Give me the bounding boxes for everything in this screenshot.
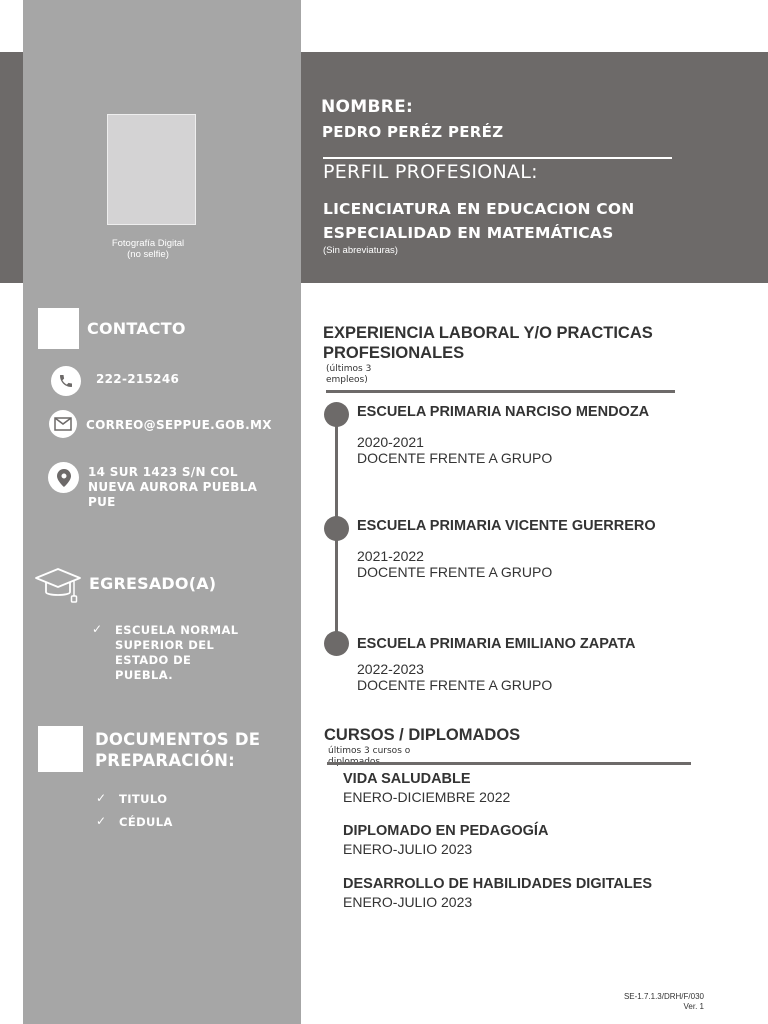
photo-caption [88, 238, 208, 260]
profile-line2: ESPECIALIDAD EN MATEMÁTICAS [323, 224, 614, 242]
form-code-id: SE-1.7.1.3/DRH/F/030 [623, 992, 704, 1001]
courses-note-line1: últimos 3 cursos o [328, 746, 411, 756]
check-icon: ✓ [96, 814, 107, 828]
form-code [624, 992, 704, 1012]
course-date: ENERO-DICIEMBRE 2022 [343, 789, 511, 805]
documents-heading-line2: PREPARACIÓN: [95, 751, 235, 770]
document-item: CÉDULA [119, 815, 173, 829]
address-line2: NUEVA AURORA PUEBLA [88, 480, 258, 494]
documents-square-icon [38, 726, 83, 772]
job-school: ESCUELA PRIMARIA EMILIANO ZAPATA [357, 636, 636, 652]
documents-heading [95, 729, 260, 771]
contact-phone: 222-215246 [96, 372, 180, 386]
job-years: 2022-2023 [357, 661, 424, 677]
timeline-dot [324, 631, 349, 656]
contact-heading: CONTACTO [87, 319, 186, 338]
job-years: 2021-2022 [357, 548, 424, 564]
job-role: DOCENTE FRENTE A GRUPO [357, 564, 553, 580]
graduate-school-line: SUPERIOR DEL [115, 638, 215, 652]
profile-note: (Sin abreviaturas) [323, 245, 398, 256]
profile-line1: LICENCIATURA EN EDUCACION CON [323, 200, 635, 218]
experience-note-line2: empleos) [326, 375, 368, 385]
job-school: ESCUELA PRIMARIA NARCISO MENDOZA [357, 404, 650, 420]
job-details [357, 548, 552, 580]
profile-value [323, 197, 703, 245]
photo-caption-line2: (no selfie) [127, 249, 169, 260]
experience-heading [323, 323, 653, 363]
graduate-school-line: PUEBLA. [115, 668, 173, 682]
courses-divider [327, 762, 691, 765]
course-date: ENERO-JULIO 2023 [343, 841, 473, 857]
mail-icon [49, 410, 77, 438]
check-icon: ✓ [96, 791, 107, 805]
graduate-school-line: ESCUELA NORMAL [115, 623, 239, 637]
timeline-dot [324, 516, 349, 541]
job-role: DOCENTE FRENTE A GRUPO [357, 677, 553, 693]
photo-placeholder [107, 114, 196, 225]
graduate-heading: EGRESADO(A) [89, 574, 217, 593]
graduate-school-line: ESTADO DE [115, 653, 192, 667]
job-role: DOCENTE FRENTE A GRUPO [357, 450, 553, 466]
job-school: ESCUELA PRIMARIA VICENTE GUERRERO [357, 518, 656, 534]
phone-icon [51, 366, 81, 396]
course-title: DIPLOMADO EN PEDAGOGÍA [343, 823, 549, 839]
location-pin-icon [48, 462, 79, 493]
experience-divider [326, 390, 675, 393]
address-line1: 14 SUR 1423 S/N COL [88, 465, 238, 479]
experience-heading-line1: EXPERIENCIA LABORAL Y/O PRACTICAS [323, 324, 653, 342]
address-line3: PUE [88, 495, 116, 509]
experience-heading-line2: PROFESIONALES [323, 344, 465, 362]
name-label: NOMBRE: [321, 97, 414, 117]
job-years: 2020-2021 [357, 434, 424, 450]
form-version: Ver. 1 [683, 1002, 704, 1011]
profile-label: PERFIL PROFESIONAL: [323, 161, 538, 183]
experience-note-line1: (últimos 3 [326, 364, 372, 374]
timeline-dot [324, 402, 349, 427]
contact-address [88, 465, 257, 510]
name-value: PEDRO PERÉZ PERÉZ [322, 123, 504, 141]
graduation-cap-icon [34, 566, 82, 611]
course-title: DESARROLLO DE HABILIDADES DIGITALES [343, 876, 653, 892]
experience-note [326, 364, 371, 386]
contact-square-icon [38, 308, 79, 349]
document-item: TITULO [119, 792, 168, 806]
course-date: ENERO-JULIO 2023 [343, 894, 473, 910]
job-details [357, 434, 552, 466]
documents-heading-line1: DOCUMENTOS DE [95, 730, 261, 749]
photo-caption-line1: Fotografía Digital [111, 238, 185, 249]
course-title: VIDA SALUDABLE [343, 771, 471, 787]
header-divider [323, 157, 672, 159]
graduate-school [115, 623, 239, 683]
contact-email: CORREO@SEPPUE.GOB.MX [86, 418, 272, 432]
job-details [357, 661, 552, 693]
courses-heading: CURSOS / DIPLOMADOS [324, 726, 521, 744]
check-icon: ✓ [92, 622, 103, 636]
